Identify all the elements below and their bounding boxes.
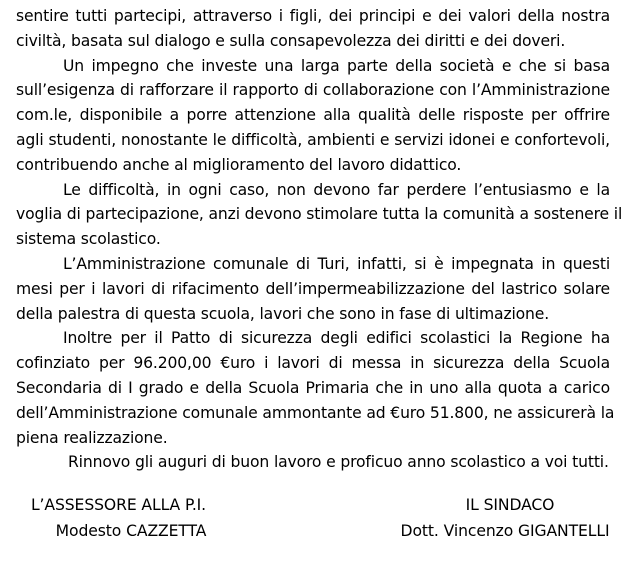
signature-block xyxy=(0,493,640,553)
paragraph-line: piena realizzazione. xyxy=(16,428,168,447)
paragraph-line: sentire tutti partecipi, attraverso i figli, dei principi e dei valori della nostra xyxy=(16,7,610,25)
paragraph-line: civiltà, basata sul dialogo e sulla consapevolezza dei diritti e dei doveri. xyxy=(16,31,566,50)
assessor-name: Modesto CAZZETTA xyxy=(55,522,207,540)
paragraph-line: L’Amministrazione comunale di Turi, infatti, si è impegnata in questi xyxy=(63,254,610,273)
paragraph-line: com.le, disponibile a porre attenzione alla qualità delle risposte per offrire xyxy=(16,106,610,125)
paragraph-line: sull’esigenza di rafforzare il rapporto di collaborazione con l’Amministrazione xyxy=(16,81,610,100)
paragraph-line: Inoltre per il Patto di sicurezza degli edifici scolastici la Regione ha xyxy=(63,329,610,348)
paragraph-line: mesi per i lavori di rifacimento dell’impermeabilizzazione del lastrico solare xyxy=(16,279,610,298)
assessor-title: L’ASSESSORE ALLA P.I. xyxy=(30,496,207,514)
mayor-name: Dott. Vincenzo GIGANTELLI xyxy=(400,522,610,540)
paragraph-line: Le difficoltà, in ogni caso, non devono far perdere l’entusiasmo e la xyxy=(63,180,610,199)
closing-line: Rinnovo gli auguri di buon lavoro e proficuo anno scolastico a voi tutti. xyxy=(68,453,609,472)
paragraph-line: contribuendo anche al miglioramento del lavoro didattico. xyxy=(16,155,462,174)
paragraph-line: cofinziato per 96.200,00 €uro i lavori di messa in sicurezza della Scuola xyxy=(16,354,610,373)
mayor-title: IL SINDACO xyxy=(465,496,555,514)
paragraph-line: Un impegno che investe una larga parte della società e che si basa xyxy=(63,56,610,75)
paragraph-line: Secondaria di I grado e della Scuola Primaria che in uno alla quota a carico xyxy=(16,378,610,397)
paragraph-line: dell’Amministrazione comunale ammontante ad €uro 51.800, ne assicurerà la xyxy=(16,403,615,422)
paragraph-line: voglia di partecipazione, anzi devono stimolare tutta la comunità a sostenere il xyxy=(16,205,623,224)
paragraph-line: della palestra di questa scuola, lavori che sono in fase di ultimazione. xyxy=(16,304,550,323)
letter-body xyxy=(16,4,623,475)
paragraph-line: sistema scolastico. xyxy=(16,230,161,249)
paragraph-line: agli studenti, nonostante le difficoltà, ambienti e servizi idonei e confortevoli, xyxy=(16,130,610,149)
